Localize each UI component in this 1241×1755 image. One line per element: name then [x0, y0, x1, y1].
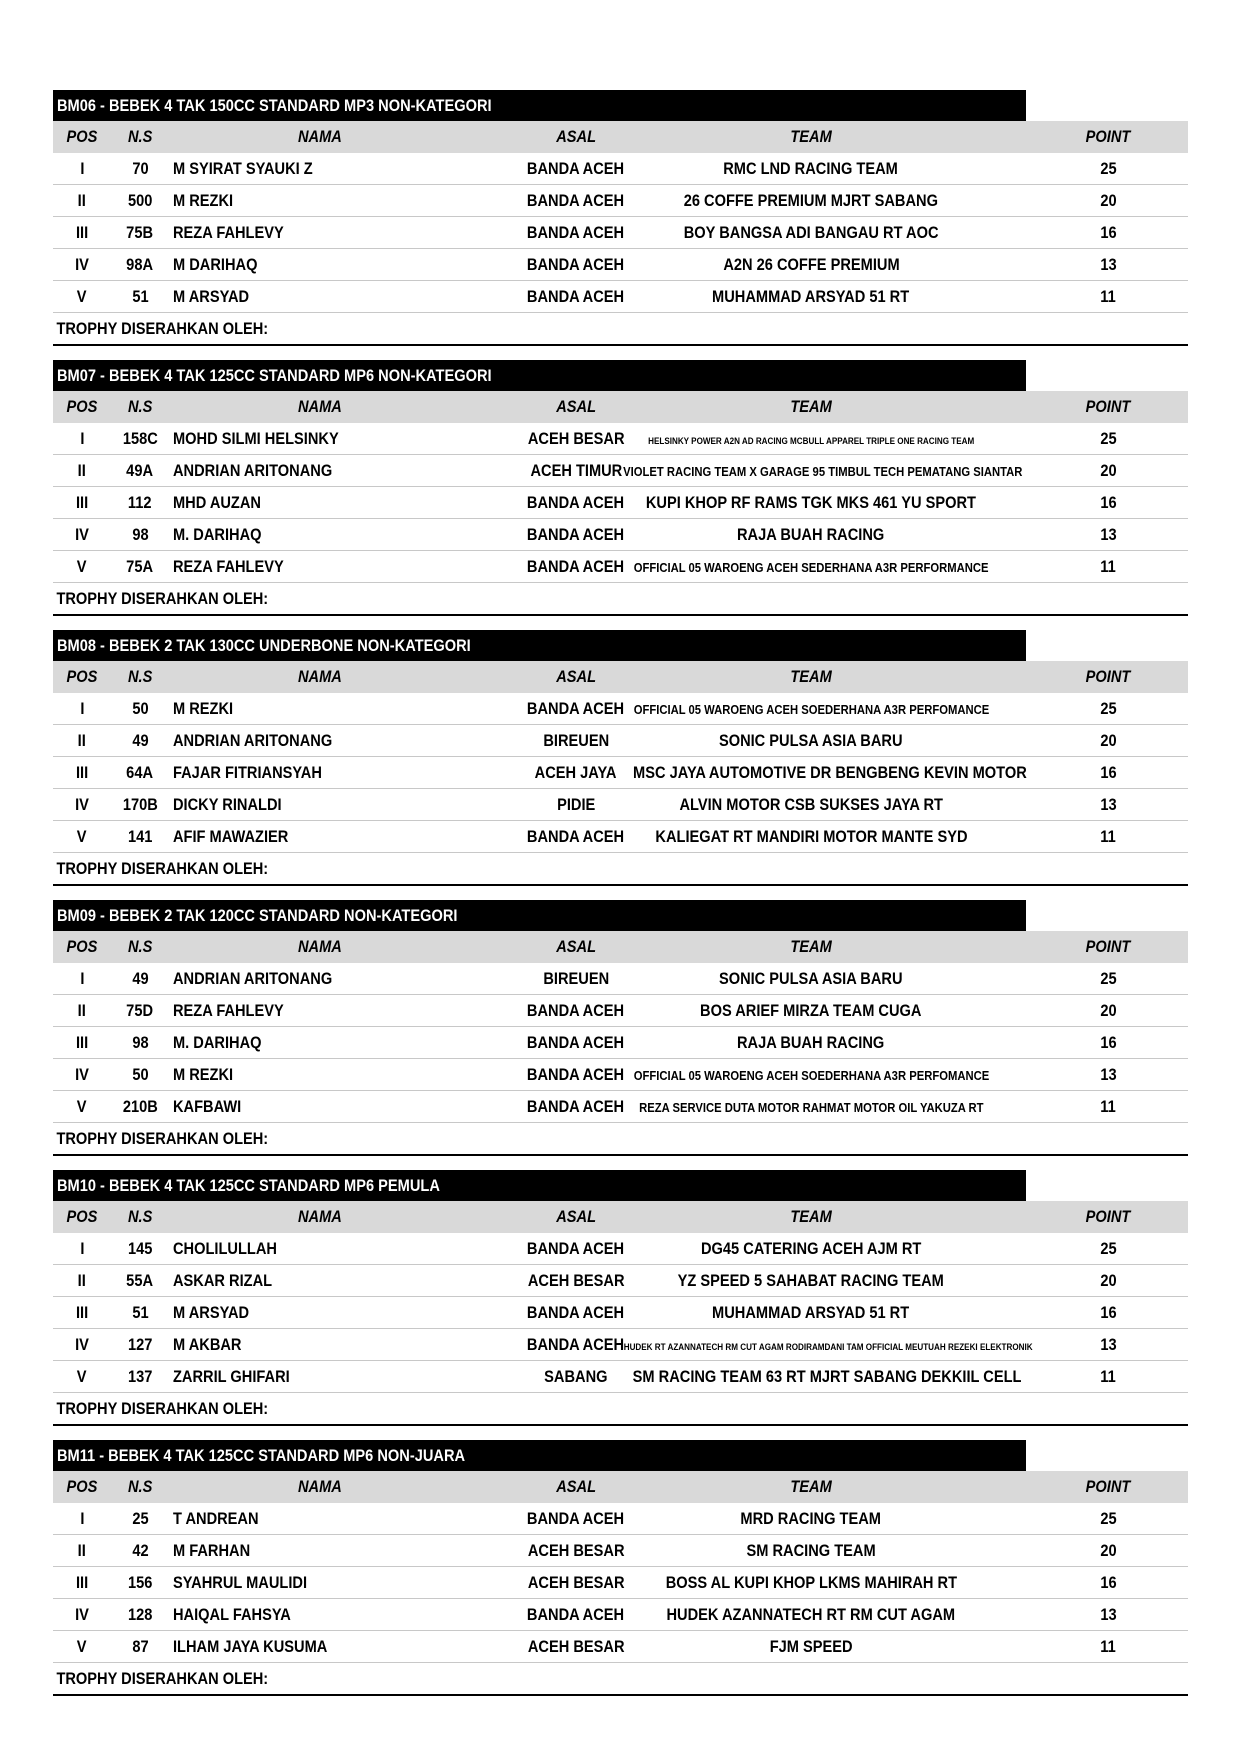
table-row: [53, 995, 1188, 1027]
cell-asal: BANDA ACEH: [527, 223, 625, 242]
cell-asal: BANDA ACEH: [527, 1509, 625, 1528]
cell-point: 25: [1099, 969, 1117, 988]
header-nama: NAMA: [297, 937, 342, 956]
table-row: [53, 1631, 1188, 1663]
cell-ns: 98: [131, 525, 149, 544]
cell-asal: BANDA ACEH: [527, 557, 625, 576]
header-ns: N.S: [127, 1207, 153, 1226]
header-point: POINT: [1085, 1207, 1131, 1226]
cell-nama: M REZKI: [173, 1065, 234, 1084]
category-title: BM09 - BEBEK 2 TAK 120CC STANDARD NON-KATEGORI: [53, 900, 1026, 931]
header-pos: POS: [66, 397, 98, 416]
cell-ns: 51: [131, 1303, 149, 1322]
cell-asal: ACEH BESAR: [527, 1541, 625, 1560]
cell-ns: 137: [127, 1367, 153, 1386]
cell-asal: BANDA ACEH: [527, 191, 625, 210]
cell-ns: 210B: [122, 1097, 158, 1116]
cell-asal: BANDA ACEH: [527, 827, 625, 846]
table-row: [53, 1599, 1188, 1631]
cell-asal: BANDA ACEH: [527, 1065, 625, 1084]
cell-nama: T ANDREAN: [173, 1509, 259, 1528]
cell-pos: I: [79, 1239, 85, 1258]
cell-ns: 75B: [126, 223, 154, 242]
table-header: [53, 931, 1188, 963]
cell-asal: ACEH BESAR: [527, 1271, 625, 1290]
cell-asal: BANDA ACEH: [527, 525, 625, 544]
cell-team: OFFICIAL 05 WAROENG ACEH SOEDERHANA A3R PERFOMANCE: [633, 1069, 989, 1083]
cell-team: OFFICIAL 05 WAROENG ACEH SEDERHANA A3R PERFORMANCE: [633, 561, 989, 575]
header-point: POINT: [1085, 937, 1131, 956]
cell-team: SM RACING TEAM: [746, 1541, 876, 1560]
cell-pos: I: [79, 699, 85, 718]
cell-point: 25: [1099, 159, 1117, 178]
header-ns: N.S: [127, 397, 153, 416]
cell-ns: 49A: [126, 461, 154, 480]
cell-point: 25: [1099, 1239, 1117, 1258]
table-row: [53, 725, 1188, 757]
cell-point: 20: [1099, 1001, 1117, 1020]
cell-pos: I: [79, 1509, 85, 1528]
cell-asal: PIDIE: [556, 795, 596, 814]
cell-nama: M SYIRAT SYAUKI Z: [173, 159, 313, 178]
table-row: [53, 551, 1188, 583]
table-row: [53, 757, 1188, 789]
cell-ns: 55A: [126, 1271, 154, 1290]
cell-ns: 64A: [126, 763, 154, 782]
cell-team: REZA SERVICE DUTA MOTOR RAHMAT MOTOR OIL YAKUZA RT: [638, 1101, 984, 1115]
cell-pos: III: [75, 223, 89, 242]
table-row: [53, 1329, 1188, 1361]
cell-ns: 98: [131, 1033, 149, 1052]
cell-point: 11: [1100, 1367, 1116, 1386]
table-row: [53, 153, 1188, 185]
cell-team: BOSS AL KUPI KHOP LKMS MAHIRAH RT: [665, 1573, 957, 1592]
header-team: TEAM: [790, 1207, 832, 1226]
cell-ns: 170B: [122, 795, 158, 814]
cell-pos: IV: [75, 1335, 89, 1354]
cell-pos: I: [79, 969, 85, 988]
cell-team: MRD RACING TEAM: [740, 1509, 882, 1528]
cell-pos: IV: [75, 1605, 89, 1624]
table-row: [53, 1059, 1188, 1091]
cell-nama: ANDRIAN ARITONANG: [173, 969, 333, 988]
header-team: TEAM: [790, 667, 832, 686]
header-nama: NAMA: [297, 1207, 342, 1226]
table-row: [53, 1361, 1188, 1393]
table-header: [53, 661, 1188, 693]
cell-asal: BANDA ACEH: [527, 255, 625, 274]
cell-nama: REZA FAHLEVY: [173, 557, 284, 576]
trophy-line: TROPHY DISERAHKAN OLEH:: [53, 853, 1188, 886]
cell-pos: V: [77, 287, 87, 306]
cell-point: 11: [1100, 1637, 1116, 1656]
cell-nama: ASKAR RIZAL: [173, 1271, 273, 1290]
cell-point: 16: [1099, 1033, 1117, 1052]
cell-asal: BANDA ACEH: [527, 1239, 625, 1258]
category-section: [53, 1440, 1188, 1710]
cell-team: RAJA BUAH RACING: [737, 1033, 885, 1052]
table-row: [53, 1297, 1188, 1329]
cell-pos: IV: [75, 255, 89, 274]
cell-point: 16: [1099, 763, 1117, 782]
cell-pos: III: [75, 1033, 89, 1052]
cell-team: VIOLET RACING TEAM X GARAGE 95 TIMBUL TECH PEMATANG SIANTAR: [623, 465, 1023, 479]
cell-point: 25: [1099, 429, 1117, 448]
cell-ns: 49: [131, 731, 149, 750]
table-row: [53, 1091, 1188, 1123]
header-team: TEAM: [790, 397, 832, 416]
cell-ns: 50: [131, 1065, 149, 1084]
cell-team: MUHAMMAD ARSYAD 51 RT: [712, 1303, 910, 1322]
cell-asal: BANDA ACEH: [527, 1605, 625, 1624]
cell-team: OFFICIAL 05 WAROENG ACEH SOEDERHANA A3R PERFOMANCE: [633, 703, 989, 717]
cell-team: 26 COFFE PREMIUM MJRT SABANG: [683, 191, 939, 210]
category-title: BM11 - BEBEK 4 TAK 125CC STANDARD MP6 NON-JUARA: [53, 1440, 1026, 1471]
cell-ns: 51: [131, 287, 149, 306]
cell-ns: 50: [131, 699, 149, 718]
cell-asal: BANDA ACEH: [527, 1335, 625, 1354]
cell-asal: BANDA ACEH: [527, 493, 625, 512]
table-header: [53, 1201, 1188, 1233]
cell-team: RAJA BUAH RACING: [737, 525, 885, 544]
cell-pos: II: [77, 1001, 87, 1020]
header-asal: ASAL: [556, 1477, 596, 1496]
cell-nama: AFIF MAWAZIER: [173, 827, 289, 846]
cell-asal: BANDA ACEH: [527, 159, 625, 178]
cell-team: DG45 CATERING ACEH AJM RT: [700, 1239, 922, 1258]
header-nama: NAMA: [297, 1477, 342, 1496]
table-header: [53, 391, 1188, 423]
cell-ns: 75D: [126, 1001, 154, 1020]
cell-pos: I: [79, 159, 85, 178]
category-title: BM06 - BEBEK 4 TAK 150CC STANDARD MP3 NON-KATEGORI: [53, 90, 1026, 121]
cell-point: 20: [1099, 461, 1117, 480]
cell-ns: 87: [131, 1637, 149, 1656]
cell-ns: 98A: [126, 255, 154, 274]
table-row: [53, 487, 1188, 519]
header-point: POINT: [1085, 127, 1131, 146]
cell-team: MSC JAYA AUTOMOTIVE DR BENGBENG KEVIN MOTOR: [633, 763, 1027, 782]
header-nama: NAMA: [297, 397, 342, 416]
cell-point: 11: [1100, 557, 1116, 576]
cell-asal: BANDA ACEH: [527, 1001, 625, 1020]
category-title: BM07 - BEBEK 4 TAK 125CC STANDARD MP6 NON-KATEGORI: [53, 360, 1026, 391]
trophy-line: TROPHY DISERAHKAN OLEH:: [53, 583, 1188, 616]
category-section: [53, 630, 1188, 900]
cell-ns: 158C: [122, 429, 158, 448]
trophy-line: TROPHY DISERAHKAN OLEH:: [53, 1393, 1188, 1426]
cell-nama: M. DARIHAQ: [173, 525, 262, 544]
cell-asal: ACEH BESAR: [527, 429, 625, 448]
cell-nama: CHOLILULLAH: [173, 1239, 277, 1258]
trophy-line: TROPHY DISERAHKAN OLEH:: [53, 313, 1188, 346]
cell-ns: 75A: [126, 557, 154, 576]
cell-nama: MOHD SILMI HELSINKY: [173, 429, 339, 448]
header-team: TEAM: [790, 1477, 832, 1496]
cell-pos: III: [75, 1303, 89, 1322]
cell-pos: IV: [75, 1065, 89, 1084]
category-section: [53, 90, 1188, 360]
cell-nama: REZA FAHLEVY: [173, 1001, 284, 1020]
cell-nama: M AKBAR: [173, 1335, 242, 1354]
cell-nama: DICKY RINALDI: [173, 795, 282, 814]
cell-ns: 49: [131, 969, 149, 988]
cell-team: SM RACING TEAM 63 RT MJRT SABANG DEKKIIL CELL: [632, 1367, 1022, 1386]
table-header: [53, 121, 1188, 153]
category-title: BM08 - BEBEK 2 TAK 130CC UNDERBONE NON-KATEGORI: [53, 630, 1026, 661]
table-row: [53, 1503, 1188, 1535]
table-row: [53, 423, 1188, 455]
cell-point: 20: [1099, 1541, 1117, 1560]
table-row: [53, 693, 1188, 725]
cell-nama: REZA FAHLEVY: [173, 223, 284, 242]
cell-pos: II: [77, 1271, 87, 1290]
header-asal: ASAL: [556, 127, 596, 146]
cell-team: HELSINKY POWER A2N AD RACING MCBULL APPAREL TRIPLE ONE RACING TEAM: [647, 436, 975, 446]
cell-team: HUDEK AZANNATECH RT RM CUT AGAM: [666, 1605, 956, 1624]
table-row: [53, 821, 1188, 853]
cell-ns: 25: [131, 1509, 149, 1528]
table-row: [53, 185, 1188, 217]
cell-point: 16: [1099, 1573, 1117, 1592]
cell-asal: BANDA ACEH: [527, 1033, 625, 1052]
category-section: [53, 360, 1188, 630]
cell-pos: III: [75, 493, 89, 512]
header-ns: N.S: [127, 937, 153, 956]
cell-ns: 128: [127, 1605, 153, 1624]
cell-ns: 127: [127, 1335, 153, 1354]
cell-nama: ZARRIL GHIFARI: [173, 1367, 290, 1386]
cell-pos: IV: [75, 525, 89, 544]
cell-point: 20: [1099, 1271, 1117, 1290]
cell-pos: II: [77, 461, 87, 480]
cell-asal: SABANG: [544, 1367, 608, 1386]
cell-pos: IV: [75, 795, 89, 814]
cell-pos: V: [77, 1637, 87, 1656]
cell-nama: M. DARIHAQ: [173, 1033, 262, 1052]
header-asal: ASAL: [556, 1207, 596, 1226]
table-row: [53, 455, 1188, 487]
cell-nama: MHD AUZAN: [173, 493, 261, 512]
header-pos: POS: [66, 1477, 98, 1496]
cell-team: A2N 26 COFFE PREMIUM: [722, 255, 900, 274]
header-team: TEAM: [790, 937, 832, 956]
table-row: [53, 1265, 1188, 1297]
cell-point: 13: [1099, 795, 1117, 814]
table-header: [53, 1471, 1188, 1503]
table-row: [53, 1567, 1188, 1599]
cell-team: HUDEK RT AZANNATECH RM CUT AGAM RODIRAMDANI TAM OFFICIAL MEUTUAH REZEKI ELEKTRONIK: [623, 1342, 1033, 1352]
cell-ns: 500: [127, 191, 153, 210]
cell-point: 25: [1099, 699, 1117, 718]
cell-nama: M REZKI: [173, 191, 234, 210]
cell-pos: V: [77, 1097, 87, 1116]
header-ns: N.S: [127, 667, 153, 686]
cell-nama: ANDRIAN ARITONANG: [173, 461, 333, 480]
cell-pos: II: [77, 1541, 87, 1560]
trophy-line: TROPHY DISERAHKAN OLEH:: [53, 1123, 1188, 1156]
cell-team: RMC LND RACING TEAM: [723, 159, 899, 178]
header-pos: POS: [66, 1207, 98, 1226]
cell-asal: BANDA ACEH: [527, 1097, 625, 1116]
table-row: [53, 249, 1188, 281]
cell-nama: M REZKI: [173, 699, 234, 718]
cell-pos: V: [77, 557, 87, 576]
cell-pos: III: [75, 1573, 89, 1592]
cell-team: BOY BANGSA ADI BANGAU RT AOC: [683, 223, 939, 242]
cell-nama: HAIQAL FAHSYA: [173, 1605, 291, 1624]
table-row: [53, 217, 1188, 249]
cell-nama: FAJAR FITRIANSYAH: [173, 763, 322, 782]
cell-nama: M ARSYAD: [173, 287, 250, 306]
cell-ns: 141: [127, 827, 153, 846]
header-asal: ASAL: [556, 667, 596, 686]
cell-ns: 70: [131, 159, 149, 178]
header-team: TEAM: [790, 127, 832, 146]
cell-point: 25: [1099, 1509, 1117, 1528]
cell-point: 11: [1100, 1097, 1116, 1116]
cell-pos: III: [75, 763, 89, 782]
cell-nama: KAFBAWI: [173, 1097, 242, 1116]
cell-point: 20: [1099, 191, 1117, 210]
cell-team: BOS ARIEF MIRZA TEAM CUGA: [700, 1001, 922, 1020]
header-nama: NAMA: [297, 127, 342, 146]
cell-point: 13: [1099, 1335, 1117, 1354]
table-row: [53, 281, 1188, 313]
cell-ns: 112: [128, 493, 152, 512]
cell-nama: M FARHAN: [173, 1541, 251, 1560]
header-pos: POS: [66, 667, 98, 686]
cell-pos: V: [77, 827, 87, 846]
trophy-line: TROPHY DISERAHKAN OLEH:: [53, 1663, 1188, 1696]
cell-team: SONIC PULSA ASIA BARU: [719, 969, 903, 988]
cell-point: 16: [1099, 1303, 1117, 1322]
cell-team: YZ SPEED 5 SAHABAT RACING TEAM: [677, 1271, 945, 1290]
header-nama: NAMA: [297, 667, 342, 686]
cell-nama: ILHAM JAYA KUSUMA: [173, 1637, 328, 1656]
cell-asal: ACEH BESAR: [527, 1637, 625, 1656]
cell-team: MUHAMMAD ARSYAD 51 RT: [712, 287, 910, 306]
table-row: [53, 1535, 1188, 1567]
cell-team: FJM SPEED: [769, 1637, 853, 1656]
cell-asal: BANDA ACEH: [527, 699, 625, 718]
category-section: [53, 1170, 1188, 1440]
header-asal: ASAL: [556, 397, 596, 416]
cell-nama: ANDRIAN ARITONANG: [173, 731, 333, 750]
cell-nama: SYAHRUL MAULIDI: [173, 1573, 308, 1592]
cell-pos: I: [79, 429, 85, 448]
cell-nama: M DARIHAQ: [173, 255, 258, 274]
cell-point: 11: [1100, 287, 1116, 306]
header-point: POINT: [1085, 397, 1131, 416]
cell-team: ALVIN MOTOR CSB SUKSES JAYA RT: [679, 795, 943, 814]
cell-point: 16: [1099, 223, 1117, 242]
cell-ns: 42: [131, 1541, 149, 1560]
header-pos: POS: [66, 127, 98, 146]
cell-team: KALIEGAT RT MANDIRI MOTOR MANTE SYD: [654, 827, 968, 846]
cell-pos: II: [77, 191, 87, 210]
cell-point: 13: [1099, 525, 1117, 544]
cell-point: 13: [1099, 255, 1117, 274]
cell-nama: M ARSYAD: [173, 1303, 250, 1322]
cell-pos: II: [77, 731, 87, 750]
cell-point: 13: [1099, 1065, 1117, 1084]
table-row: [53, 963, 1188, 995]
cell-asal: BIREUEN: [543, 969, 609, 988]
header-point: POINT: [1085, 667, 1131, 686]
cell-point: 13: [1099, 1605, 1117, 1624]
cell-asal: BANDA ACEH: [527, 1303, 625, 1322]
cell-ns: 156: [127, 1573, 153, 1592]
cell-asal: ACEH TIMUR: [530, 461, 622, 480]
header-point: POINT: [1085, 1477, 1131, 1496]
cell-asal: ACEH BESAR: [527, 1573, 625, 1592]
cell-pos: V: [77, 1367, 87, 1386]
header-ns: N.S: [127, 1477, 153, 1496]
cell-asal: ACEH JAYA: [535, 763, 617, 782]
category-section: [53, 900, 1188, 1170]
header-asal: ASAL: [556, 937, 596, 956]
header-pos: POS: [66, 937, 98, 956]
category-title: BM10 - BEBEK 4 TAK 125CC STANDARD MP6 PEMULA: [53, 1170, 1026, 1201]
table-row: [53, 1027, 1188, 1059]
cell-point: 20: [1099, 731, 1117, 750]
table-row: [53, 789, 1188, 821]
cell-point: 16: [1099, 493, 1117, 512]
cell-point: 11: [1100, 827, 1116, 846]
cell-asal: BIREUEN: [543, 731, 609, 750]
cell-team: KUPI KHOP RF RAMS TGK MKS 461 YU SPORT: [645, 493, 977, 512]
table-row: [53, 519, 1188, 551]
cell-team: SONIC PULSA ASIA BARU: [719, 731, 903, 750]
cell-asal: BANDA ACEH: [527, 287, 625, 306]
header-ns: N.S: [127, 127, 153, 146]
cell-ns: 145: [127, 1239, 153, 1258]
table-row: [53, 1233, 1188, 1265]
